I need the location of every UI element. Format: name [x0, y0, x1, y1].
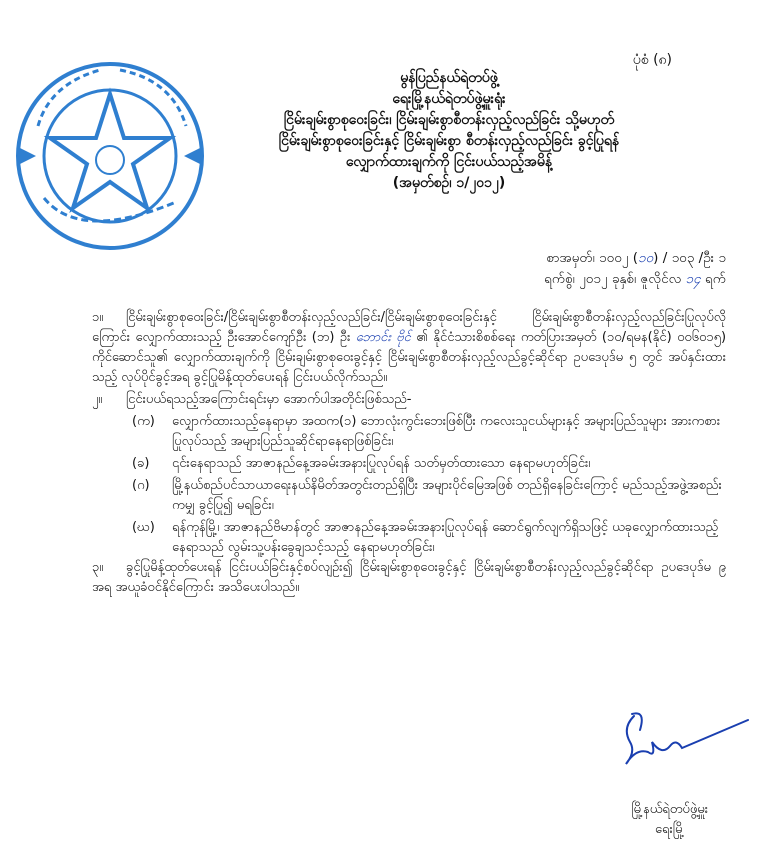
reason-item: [132, 518, 726, 558]
header-line-township-office: ရေးမြို့နယ်ရဲတပ်ဖွဲ့မှူးရုံး: [392, 91, 506, 107]
reason-marker: (ဂ): [132, 478, 150, 493]
letter-date: ရက်စွဲ၊ ၂၀၁၂ ခုနှစ်၊ ဇူလိုင်လ ၁၄ ရက်: [544, 271, 726, 287]
header-line-order-number: (အမှတ်စဉ်၊ ၁/၂၀၁၂): [392, 175, 506, 191]
paragraph-number: ၂။: [92, 392, 103, 407]
reference-block: [544, 248, 726, 290]
reason-text: ရန်ကုန်မြို့၊ အာဇာနည်ဗိမာန်တွင် အာဇာနည်နေ့အခမ်းအနားပြုလုပ်ရန် ဆောင်ရွက်လျက်ရှိသဖြင့် ယခုလျှောက်ထားသည့်နေရာသည် လွမ်းသူ့ပန်းခွေချသင့်သည့် နေရာမဟုတ်ခြင်း၊: [172, 520, 719, 555]
signatory-place: ရေးမြို့: [654, 822, 685, 837]
signatory-title: မြို့နယ်ရဲတပ်ဖွဲ့မှူး: [631, 802, 708, 817]
reason-text: ၎င်းနေရာသည် အာဇာနည်နေ့အခမ်းအနားပြုလုပ်ရန် သတ်မှတ်ထားသော နေရာမဟုတ်ခြင်း၊: [172, 456, 591, 471]
reason-marker: (က): [132, 414, 155, 429]
handwritten-signature: [612, 708, 752, 774]
header-line-subject-1: ငြိမ်းချမ်းစွာစုဝေးခြင်း၊ ငြိမ်းချမ်းစွာစီတန်းလှည့်လည်ခြင်း သို့မဟုတ်: [283, 112, 615, 128]
reason-marker: (ခ): [132, 456, 150, 471]
document-header: [170, 68, 728, 194]
reason-text: လျှောက်ထားသည့်နေရာမှာ အထက(၁) ဘောလုံးကွင်းဘေးဖြစ်ပြီး ကလေးသူငယ်များနှင့် အများပြည်သူများ အားကစားပြုလုပ်သည့် အများပြည်သူဆိုင်ရာနေရာဖြစ်ခြင်း၊: [172, 414, 721, 449]
reason-text: မြို့နယ်စည်ပင်သာယာရေးနယ်နိမိတ်အတွင်းတည်ရှိပြီး အများပိုင်မြေအဖြစ် တည်ရှိနေခြင်းကြောင့် မည်သည့်အဖွဲ့အစည်းကမျှ ခွင့်ပြု၍ မရခြင်း၊: [172, 478, 722, 513]
document-body: [92, 308, 726, 600]
header-line-subject-2: ငြိမ်းချမ်းစွာစုဝေးခြင်းနှင့် ငြိမ်းချမ်းစွာ စီတန်းလှည့်လည်ခြင်း ခွင့်ပြုရန်: [278, 133, 620, 149]
signature-block: [631, 800, 708, 840]
reason-item: [132, 412, 726, 452]
reason-item: [132, 476, 726, 516]
letter-number: စာအမှတ်၊ ၁၀၀၂ (၁၀) / ၁၀၃ /ဦး ၁: [546, 250, 726, 266]
date-day-handwritten: ၁၄: [685, 271, 701, 287]
paragraph-number: ၁။: [92, 310, 104, 325]
header-line-subject-3: လျှောက်ထားချက်ကို ငြင်းပယ်သည့်အမိန့်: [345, 154, 553, 170]
form-number: ပုံစံ (၈): [632, 52, 672, 68]
reason-marker: (ဃ): [132, 520, 155, 535]
header-line-state-police: မွန်ပြည်နယ်ရဲတပ်ဖွဲ့: [400, 70, 498, 86]
letter-number-handwritten: ၁၀: [637, 250, 654, 266]
paragraph-1: ၁။ ငြိမ်းချမ်းစွာစုဝေးခြင်း/ငြိမ်းချမ်းစွာစီတန်းလှည့်လည်ခြင်း/ငြိမ်းချမ်းစွာစုဝေးခြင်းနှင့် ငြိမ်းချမ်းစွာစီတန်းလှည့်လည်ခြင်းပြုလုပ်လိုကြောင်း လျှောက်ထားသည့် ဦးအောင်ကျော်ဦး (ဘ) ဦး ဘောင်း ဗိုင် ၏ နိုင်ငံသားစိစစ်ရေး ကတ်ပြားအမှတ် (၁၀/ရမန(နိုင်) ၀၀၆၀၁၅) ကိုင်ဆောင်သူ၏ လျှောက်ထားချက်ကို ငြိမ်းချမ်းစွာစုဝေးခွင့်နှင့် ငြိမ်းချမ်းစွာစီတန်းလှည့်လည်ခွင့်ဆိုင်ရာ ဥပဒေပုဒ်မ ၅ တွင် အပ်နှင်းထားသည့် လုပ်ပိုင်ခွင့်အရ ခွင့်ပြုမိန့်ထုတ်ပေးရန် ငြင်းပယ်လိုက်သည်။: [92, 310, 727, 385]
paragraph-number: ၃။: [92, 560, 104, 575]
reason-item: [132, 454, 726, 474]
paragraph-2: ၂။ ငြင်းပယ်ရသည့်အကြောင်းရင်းမှာ အောက်ပါအတိုင်းဖြစ်သည်-: [92, 390, 726, 410]
paragraph-3: ၃။ ခွင့်ပြုမိန့်ထုတ်ပေးရန် ငြင်းပယ်ခြင်းနှင့်စပ်လျဉ်း၍ ငြိမ်းချမ်းစွာစုဝေးခွင့်နှင့် ငြိမ်းချမ်းစွာစီတန်းလှည့်လည်ခွင့်ဆိုင်ရာ ဥပဒေပုဒ်မ ၉ အရ အယူခံဝင်နိုင်ကြောင်း အသိပေးပါသည်။: [92, 560, 726, 595]
applicant-father-name-handwritten: ဘောင်း ဗိုင်: [355, 330, 411, 345]
